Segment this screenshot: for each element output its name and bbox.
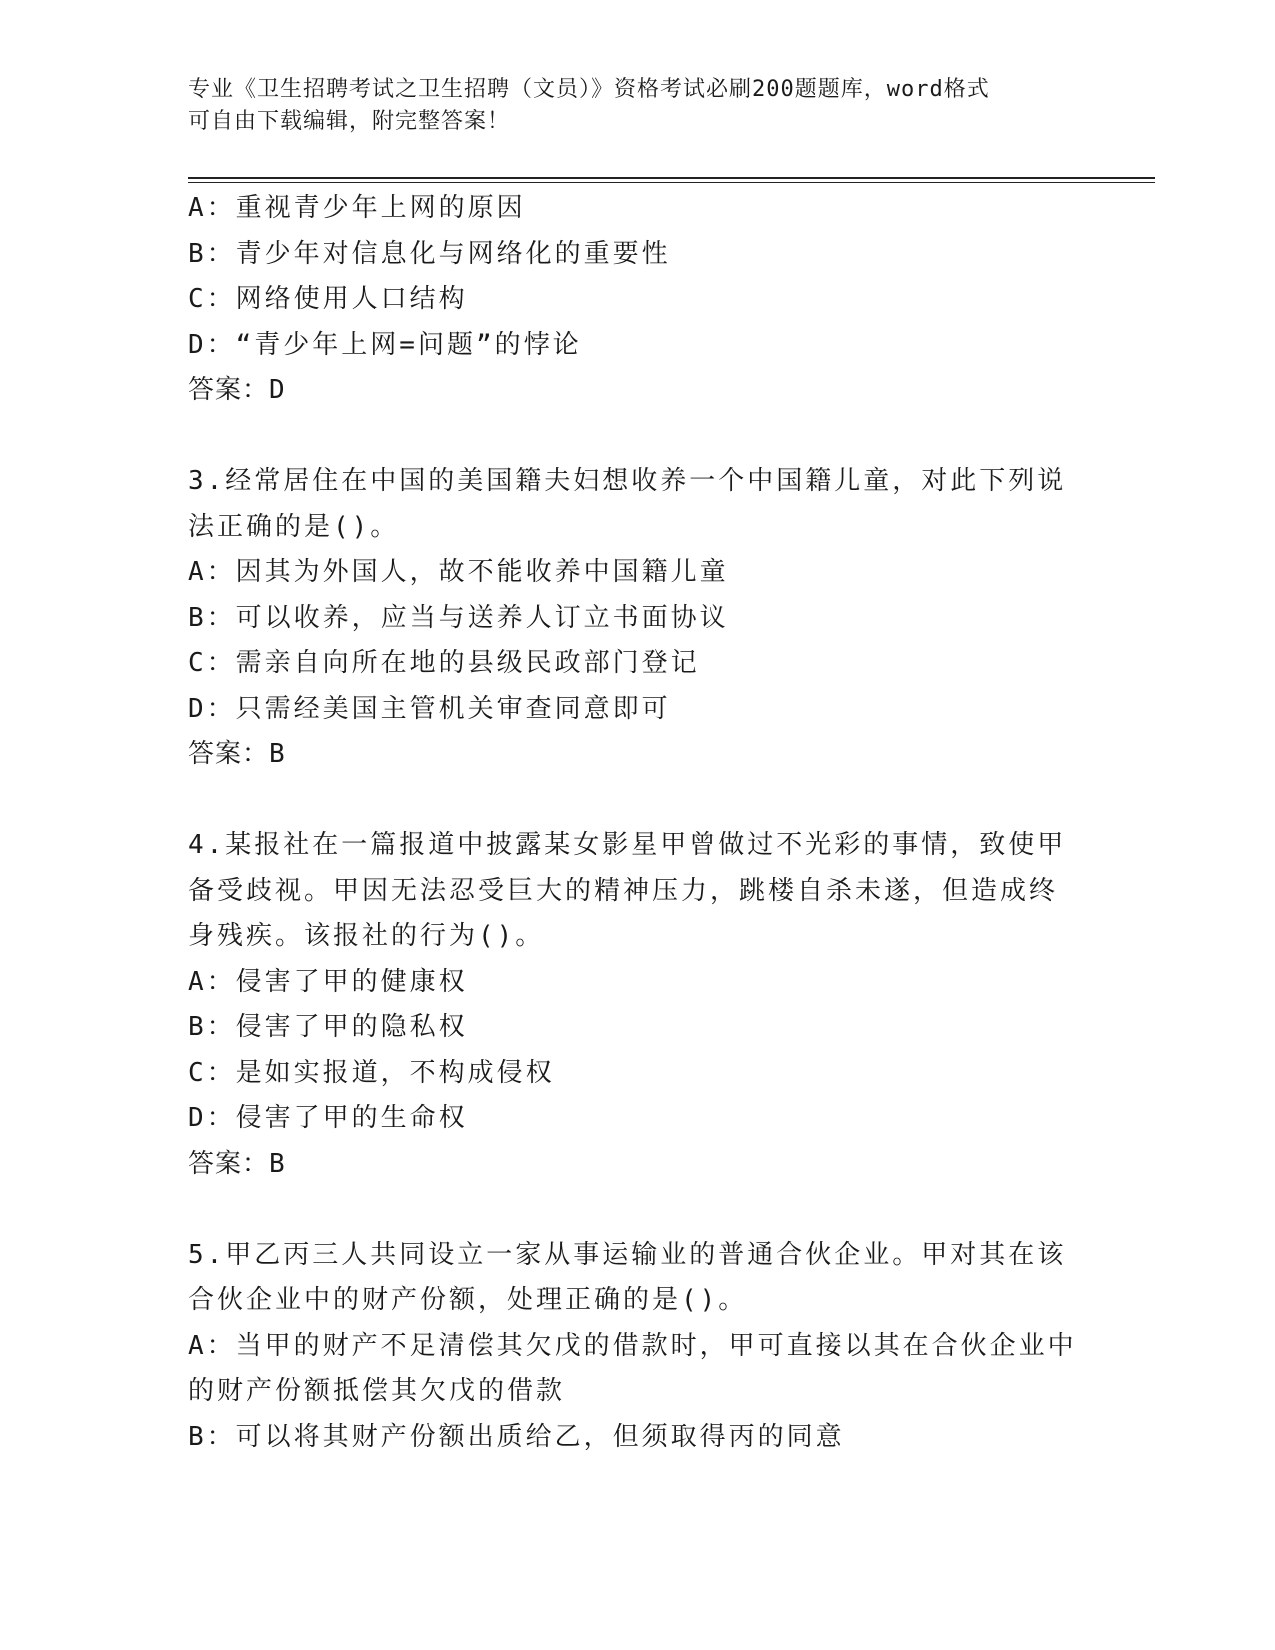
option-c: C：网络使用人口结构	[188, 284, 468, 314]
question-5	[188, 1233, 1077, 1461]
option-b: B：可以收养，应当与送养人订立书面协议	[188, 602, 729, 633]
option-b: B：可以将其财产份额出质给乙，但须取得丙的同意	[188, 1421, 845, 1452]
question-2	[188, 186, 1068, 414]
answer-line: 答案：D	[188, 375, 286, 405]
option-a: A：重视青少年上网的原因	[188, 193, 526, 223]
question-stem: 身残疾。该报社的行为()。	[188, 921, 545, 951]
option-d: D：只需经美国主管机关审查同意即可	[188, 693, 671, 724]
document-header	[188, 74, 1068, 138]
question-3	[188, 459, 1068, 778]
option-d: D：“青少年上网=问题”的悖论	[188, 329, 582, 360]
question-stem: 5.甲乙丙三人共同设立一家从事运输业的普通合伙企业。甲对其在该	[188, 1239, 1067, 1270]
option-a: A：侵害了甲的健康权	[188, 966, 468, 997]
option-b: B：侵害了甲的隐私权	[188, 1012, 468, 1042]
option-c: C：是如实报道，不构成侵权	[188, 1057, 555, 1088]
header-subtitle-line: 可自由下载编辑，附完整答案！	[188, 109, 511, 134]
header-title-line: 专业《卫生招聘考试之卫生招聘（文员）》资格考试必刷200题题库，word格式	[188, 77, 990, 102]
option-a: A：当甲的财产不足清偿其欠戊的借款时，甲可直接以其在合伙企业中	[188, 1330, 1077, 1361]
question-4	[188, 823, 1068, 1187]
option-c: C：需亲自向所在地的县级民政部门登记	[188, 648, 700, 678]
option-b: B：青少年对信息化与网络化的重要性	[188, 238, 671, 269]
option-a-continued: 的财产份额抵偿其欠戊的借款	[188, 1376, 566, 1406]
question-stem: 合伙企业中的财产份额，处理正确的是()。	[188, 1285, 748, 1315]
question-stem: 备受歧视。甲因无法忍受巨大的精神压力，跳楼自杀未遂，但造成终	[188, 875, 1059, 906]
question-stem: 3.经常居住在中国的美国籍夫妇想收养一个中国籍儿童，对此下列说	[188, 466, 1067, 496]
answer-line: 答案：B	[188, 739, 286, 769]
question-list	[188, 186, 1077, 1460]
option-d: D：侵害了甲的生命权	[188, 1103, 468, 1133]
header-divider-thick	[188, 177, 1155, 179]
header-divider-thin	[188, 182, 1155, 183]
question-stem: 4.某报社在一篇报道中披露某女影星甲曾做过不光彩的事情，致使甲	[188, 830, 1067, 860]
answer-line: 答案：B	[188, 1148, 286, 1179]
option-a: A：因其为外国人，故不能收养中国籍儿童	[188, 557, 729, 587]
question-stem: 法正确的是()。	[188, 511, 400, 542]
